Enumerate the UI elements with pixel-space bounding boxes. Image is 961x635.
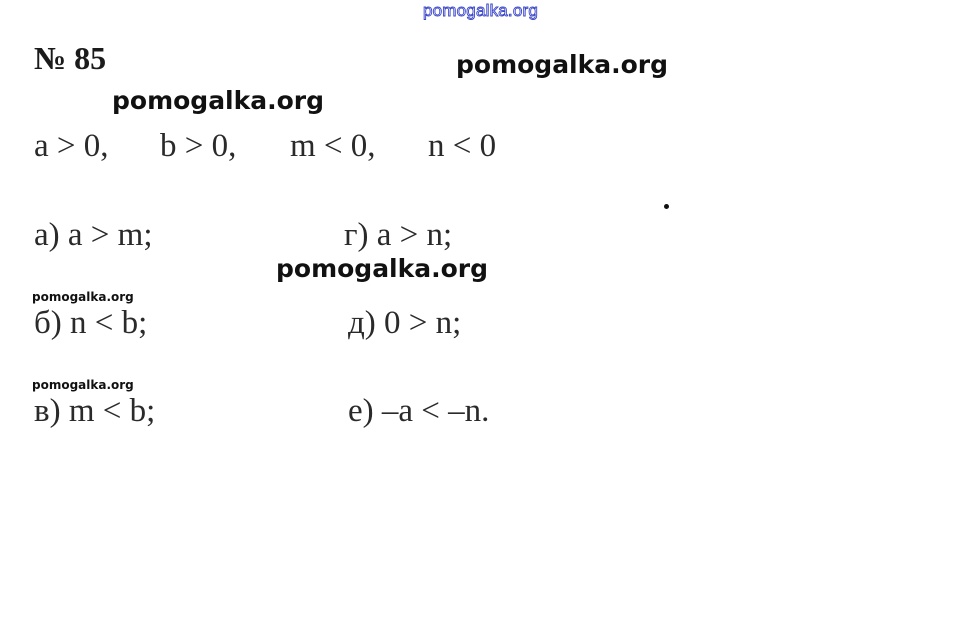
watermark-large: pomogalka.org — [276, 254, 489, 283]
stray-dot — [664, 204, 669, 209]
condition-n: n < 0 — [428, 128, 497, 164]
condition-m: m < 0, — [290, 128, 376, 164]
watermark-top: pomogalka.org — [422, 1, 539, 20]
task-title: № 85 — [34, 40, 107, 76]
item-a: а) a > m; — [34, 217, 153, 253]
item-d: д) 0 > n; — [348, 305, 462, 341]
item-v: в) m < b; — [34, 393, 156, 429]
watermark-large: pomogalka.org — [456, 50, 669, 79]
watermark-small: pomogalka.org — [32, 378, 134, 392]
watermark-large: pomogalka.org — [112, 86, 325, 115]
item-e: е) –a < –n. — [348, 393, 490, 429]
item-g: г) a > n; — [344, 217, 453, 253]
condition-b: b > 0, — [160, 128, 237, 164]
item-b: б) n < b; — [34, 305, 148, 341]
watermark-small: pomogalka.org — [32, 290, 134, 304]
condition-a: a > 0, — [34, 128, 109, 164]
